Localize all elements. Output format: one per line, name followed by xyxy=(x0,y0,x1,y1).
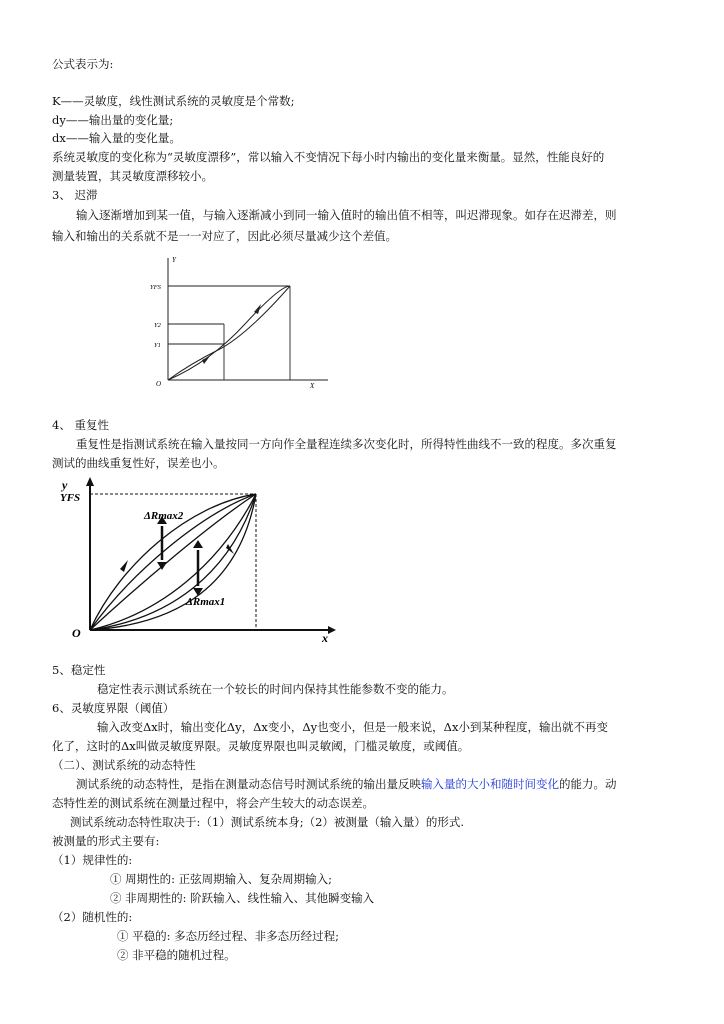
text-line: 稳定性表示测试系统在一个较长的时间内保持其性能参数不变的能力。 xyxy=(97,682,454,696)
y1-label: Y1 xyxy=(154,342,161,349)
hysteresis-figure xyxy=(150,252,335,392)
section-heading: （二）、测试系统的动态特性 xyxy=(52,758,196,772)
y-axis-label: Y xyxy=(172,256,176,264)
text-line: dy——输出量的变化量; xyxy=(52,113,174,127)
section-heading: 4、 重复性 xyxy=(52,418,109,432)
yfs-label: YFS xyxy=(150,284,161,291)
text-span: 的能力。动 xyxy=(559,777,617,791)
x-axis-label: x xyxy=(322,631,328,644)
list-item: ② 非周期性的: 阶跃输入、线性输入、其他瞬变输入 xyxy=(110,891,375,905)
y-axis-label: y xyxy=(62,478,68,492)
text-line: 输入改变Δx时，输出变化Δy，Δx变小，Δy也变小，但是一般来说，Δx小到某种程度，输出就不再变 xyxy=(97,720,608,734)
text-line: 测试的曲线重复性好，误差也小。 xyxy=(52,456,225,470)
delta-rmax2-label: ΔRmax2 xyxy=(144,510,184,522)
text-line: 输入逐渐增加到某一值，与输入逐渐减小到同一输入值时的输出值不相等，叫迟滞现象。如存在迟滞差，则 xyxy=(76,208,617,222)
text-line xyxy=(76,776,617,792)
section-heading: 5、稳定性 xyxy=(52,663,106,677)
origin-label: O xyxy=(156,380,162,388)
x-axis-label: X xyxy=(310,382,315,390)
text-line: （2）随机性的: xyxy=(52,910,133,924)
text-line: 化了，这时的Δx叫做灵敏度界限。灵敏度界限也叫灵敏阈，门槛灵敏度，或阈值。 xyxy=(52,739,470,753)
text-line: （1）规律性的: xyxy=(52,853,133,867)
text-line: 测量装置，其灵敏度漂移较小。 xyxy=(52,169,213,183)
list-item: ① 平稳的: 多态历经过程、非多态历经过程; xyxy=(117,929,340,943)
text-line: 被测量的形式主要有: xyxy=(52,834,160,848)
yfs-label: YFS xyxy=(60,492,81,504)
text-line: 测试系统动态特性取决于:（1）测试系统本身;（2）被测量（输入量）的形式. xyxy=(70,815,465,829)
text-line: 重复性是指测试系统在输入量按同一方向作全量程连续多次变化时，所得特性曲线不一致的程度。多次重复 xyxy=(76,437,617,451)
list-item: ② 非平稳的随机过程。 xyxy=(117,948,236,962)
text-span: 测试系统的动态特性，是指在测量动态信号时测试系统的输出量反映 xyxy=(76,777,421,791)
y2-label: Y2 xyxy=(154,322,161,329)
origin-label: O xyxy=(72,626,81,640)
text-line: K——灵敏度，线性测试系统的灵敏度是个常数; xyxy=(52,94,295,108)
text-line: 态特性差的测试系统在测量过程中，将会产生较大的动态误差。 xyxy=(52,796,374,810)
section-heading: 6、灵敏度界限（阈值） xyxy=(52,701,175,715)
highlight-link[interactable]: 输入量的大小和随时间变化 xyxy=(421,777,559,791)
delta-rmax1-label: ΔRmax1 xyxy=(186,596,226,608)
text-line: dx——输入量的变化量。 xyxy=(52,131,181,145)
section-heading: 3、 迟滞 xyxy=(52,188,98,202)
text-line: 公式表示为: xyxy=(52,57,114,71)
text-line: 系统灵敏度的变化称为“灵敏度漂移”，常以输入不变情况下每小时内输出的变化量来衡量。显然，性能良好的 xyxy=(52,150,605,164)
text-line: 输入和输出的关系就不是一一对应了，因此必须尽量减少这个差值。 xyxy=(52,229,397,243)
list-item: ① 周期性的: 正弦周期输入、复杂周期输入; xyxy=(110,872,333,886)
repeatability-figure xyxy=(60,474,340,644)
